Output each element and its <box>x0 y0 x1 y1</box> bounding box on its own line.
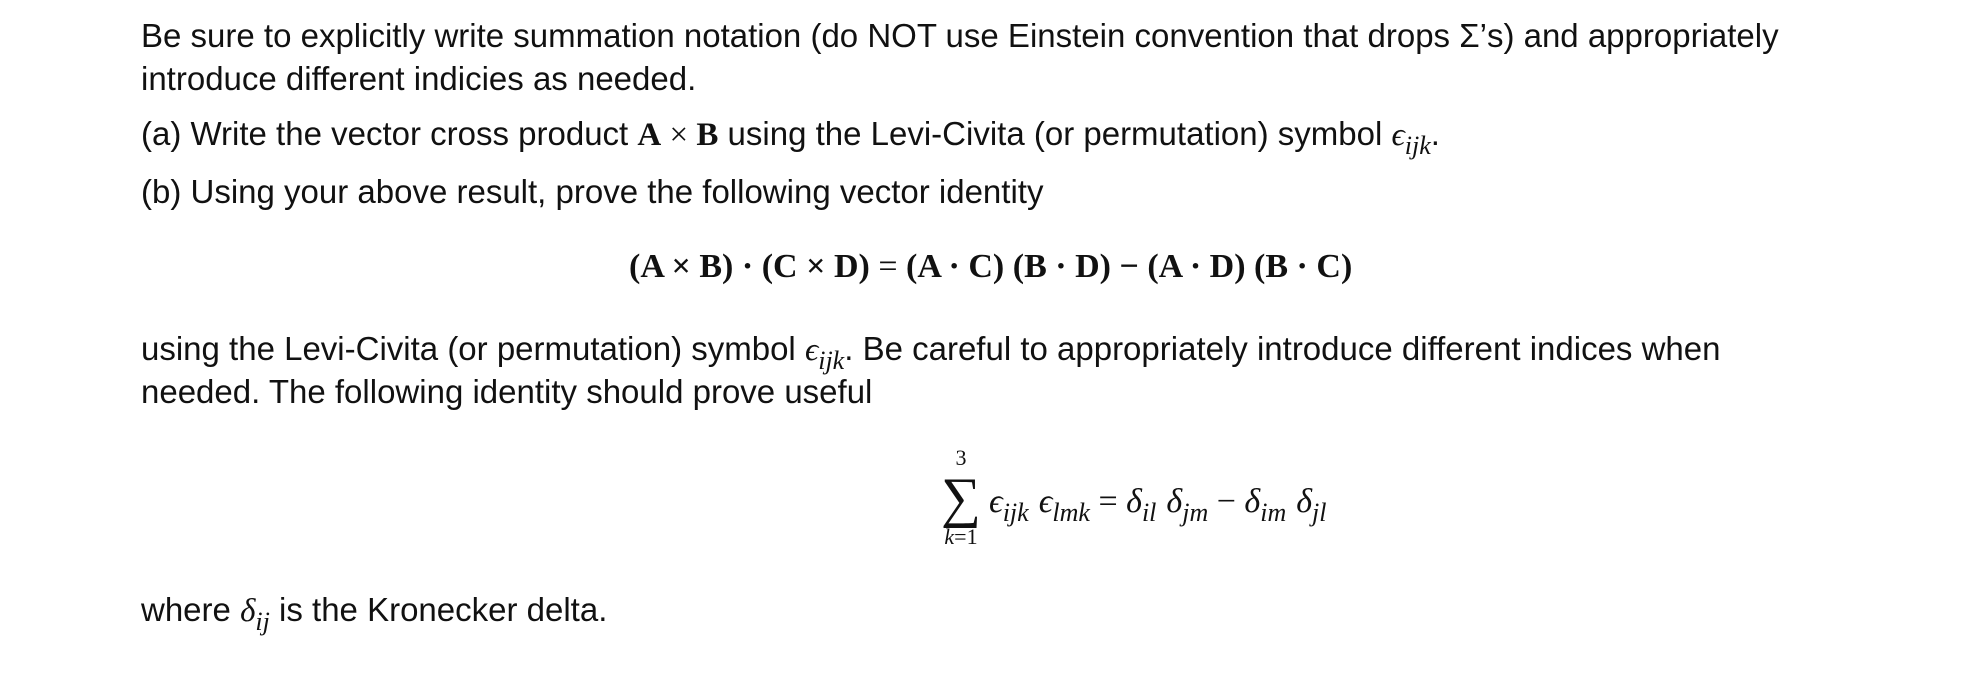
cross-operator: × <box>661 117 697 153</box>
identity-rhs: (A · C) (B · D) − (A · D) (B · C) <box>906 248 1353 285</box>
levi-civita-symbol: ϵ <box>1391 117 1405 153</box>
summation-upper-limit: 3 <box>955 445 967 470</box>
kronecker-delta: δ <box>240 593 256 629</box>
epsilon-1-subscript: ijk <box>1002 498 1029 527</box>
delta-1: δ <box>1126 483 1142 520</box>
vector-identity-equation <box>629 248 1352 286</box>
levi-civita-subscript-2: ijk <box>818 346 845 375</box>
intro-line-1: Be sure to explicitly write summation notation (do NOT use Einstein convention that drops Σ’s) and appropriately <box>141 17 1779 54</box>
epsilon-2: ϵ <box>1038 483 1053 520</box>
part-a-middle: using the Levi-Civita (or permutation) symbol <box>718 115 1392 152</box>
after-identity-line-1 <box>141 327 1720 374</box>
closing-line <box>141 588 607 635</box>
part-b: (b) Using your above result, prove the following vector identity <box>141 173 1044 210</box>
summation-start: =1 <box>954 524 978 549</box>
levi-civita-symbol-2: ϵ <box>804 332 819 368</box>
identity-minus: − <box>1216 483 1236 520</box>
intro-line-2: introduce different indicies as needed. <box>141 60 697 97</box>
closing-prefix: where <box>141 591 241 628</box>
problem-text <box>141 0 1941 692</box>
delta-4-subscript: jl <box>1312 498 1327 527</box>
levi-civita-subscript: ijk <box>1404 131 1431 160</box>
identity-lhs: (A × B) · (C × D) <box>629 248 870 285</box>
summation-lower-limit <box>936 526 986 548</box>
delta-1-subscript: il <box>1141 498 1157 527</box>
epsilon-1: ϵ <box>989 483 1003 520</box>
delta-3-subscript: im <box>1260 498 1287 527</box>
after-identity-suffix: . Be careful to appropriately introduce different indices when <box>844 330 1721 367</box>
summation-symbol: ∑ <box>941 467 981 529</box>
epsilon-2-subscript: lmk <box>1052 498 1090 527</box>
delta-2: δ <box>1166 483 1183 520</box>
kronecker-delta-subscript: ij <box>255 607 270 636</box>
delta-4: δ <box>1296 483 1313 520</box>
identity-equals: = <box>878 248 898 285</box>
part-a-suffix: . <box>1430 115 1440 152</box>
part-a <box>141 112 1440 159</box>
after-identity-prefix: using the Levi-Civita (or permutation) symbol <box>141 330 805 367</box>
after-identity-line-2: needed. The following identity should prove useful <box>141 373 873 410</box>
closing-suffix: is the Kronecker delta. <box>269 591 608 628</box>
identity-equals-2: = <box>1098 483 1118 520</box>
vector-a: A <box>637 117 662 153</box>
delta-2-subscript: jm <box>1182 498 1209 527</box>
vector-b: B <box>696 117 719 153</box>
levi-civita-identity <box>989 483 1327 527</box>
summation-operator <box>936 447 986 548</box>
part-a-prefix: (a) Write the vector cross product <box>141 115 638 152</box>
delta-3: δ <box>1244 483 1261 520</box>
summation-index: k <box>944 524 955 549</box>
